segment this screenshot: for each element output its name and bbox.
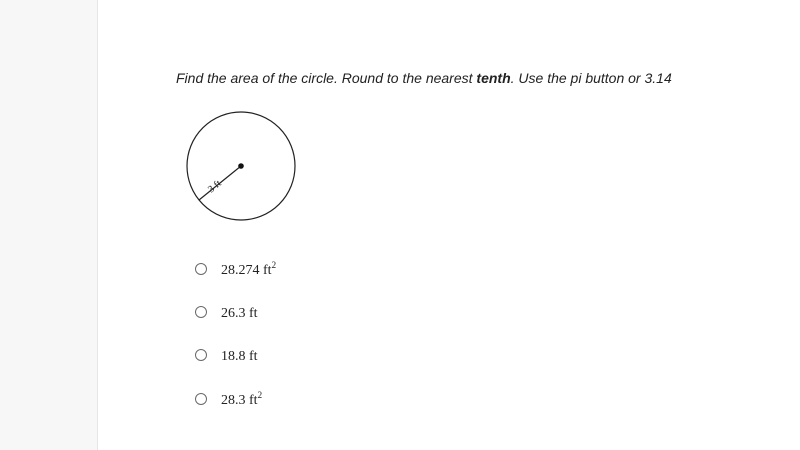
choice-label — [221, 346, 258, 365]
left-sidebar-strip — [0, 0, 98, 450]
radio-button[interactable] — [195, 306, 207, 318]
question-text-before: Find the area of the circle. Round to the nearest — [176, 70, 477, 86]
circle-diagram — [186, 110, 298, 222]
question-text-after: . Use the pi button or 3.14 — [510, 70, 672, 86]
choice-value: 26.3 ft — [221, 306, 258, 321]
question-text — [176, 70, 672, 86]
choice-4[interactable] — [195, 390, 395, 410]
choice-label — [221, 303, 258, 322]
radio-button[interactable] — [195, 263, 207, 275]
choice-label — [221, 390, 262, 409]
choice-1[interactable] — [195, 260, 395, 280]
choice-value: 28.274 ft — [221, 263, 272, 278]
choice-value: 18.8 ft — [221, 349, 258, 364]
center-point — [238, 163, 244, 169]
radio-button[interactable] — [195, 393, 207, 405]
choice-value: 28.3 ft — [221, 393, 258, 408]
choice-exponent: 2 — [257, 390, 263, 400]
radius-label: 3 ft — [206, 178, 224, 196]
question-emphasis: tenth — [476, 70, 511, 86]
radio-button[interactable] — [195, 349, 207, 361]
choice-exponent: 2 — [271, 260, 277, 270]
choice-2[interactable] — [195, 303, 395, 323]
circle-figure — [186, 110, 298, 222]
choice-label — [221, 260, 276, 279]
choice-3[interactable] — [195, 346, 395, 366]
